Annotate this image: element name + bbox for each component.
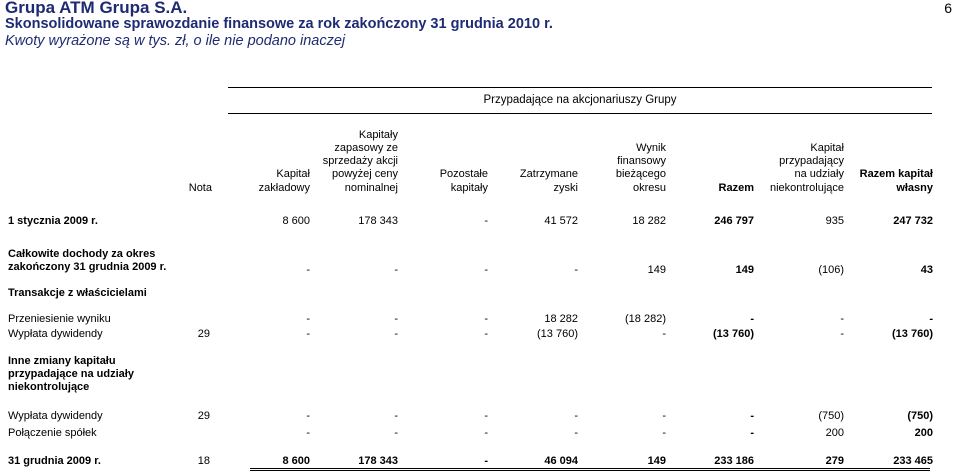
row-label-dividend: Wypłata dywidendy (8, 328, 103, 340)
value-cell: (750) (818, 410, 844, 422)
value-cell: - (306, 328, 310, 340)
col-header-line: własny (896, 181, 933, 194)
value-cell: (13 760) (713, 328, 754, 340)
value-cell: - (394, 427, 398, 439)
value-cell: - (394, 264, 398, 276)
row-label-profit-transfer: Przeniesienie wyniku (8, 313, 111, 325)
value-cell: - (306, 427, 310, 439)
value-cell: - (750, 313, 754, 325)
value-cell: 233 465 (893, 455, 933, 467)
col-header-total-equity (860, 168, 933, 195)
value-cell: - (574, 264, 578, 276)
col-header-line: zakładowy (258, 181, 310, 194)
col-header-line: kapitały (450, 181, 488, 194)
value-cell: - (484, 410, 488, 422)
page-number: 6 (944, 0, 952, 16)
value-cell: 233 186 (714, 455, 754, 467)
value-cell: 43 (920, 264, 933, 276)
value-cell: - (484, 313, 488, 325)
value-cell: - (394, 313, 398, 325)
value-cell: (13 760) (892, 328, 933, 340)
col-header-line: Razem kapitał (859, 168, 933, 181)
value-cell: 246 797 (714, 215, 754, 227)
col-header-line: Pozostałe (439, 168, 488, 181)
value-cell: - (574, 410, 578, 422)
value-cell: - (662, 410, 666, 422)
col-header-line: bieżącego (615, 168, 666, 181)
value-cell: - (840, 328, 844, 340)
value-cell: - (306, 313, 310, 325)
value-cell: 279 (825, 455, 844, 467)
col-header-line: powyżej ceny (331, 168, 398, 181)
col-header-line: okresu (632, 181, 666, 194)
value-cell: - (574, 427, 578, 439)
col-header-non-controlling (770, 142, 844, 195)
row-nota: 29 (197, 410, 210, 422)
value-cell: - (394, 328, 398, 340)
value-cell: - (484, 427, 488, 439)
value-cell: 935 (825, 215, 844, 227)
col-header-share-capital (259, 168, 310, 195)
company-name: Grupa ATM Grupa S.A. (5, 0, 188, 17)
value-cell: 149 (735, 264, 754, 276)
col-header-line: Zatrzymane (519, 168, 578, 181)
band-top-rule (228, 87, 932, 88)
value-cell: 178 343 (358, 455, 398, 467)
col-header-line: przypadający (779, 155, 844, 168)
value-cell: 46 094 (544, 455, 578, 467)
col-header-other-capital (440, 168, 488, 195)
col-header-line: sprzedaży akcji (322, 155, 398, 168)
value-cell: 200 (914, 427, 933, 439)
col-header-line: Razem (718, 181, 754, 194)
col-header-line: Kapitały (358, 128, 398, 141)
col-header-line: Wynik (636, 141, 666, 154)
band-bottom-rule (228, 113, 932, 114)
value-cell: - (484, 455, 488, 467)
value-cell: - (484, 264, 488, 276)
value-cell: - (484, 215, 488, 227)
row-nota: 18 (197, 455, 210, 467)
col-header-line: zapasowy ze (334, 141, 398, 154)
value-cell: 41 572 (544, 215, 578, 227)
col-header-reserve-capital (323, 129, 398, 195)
value-cell: (13 760) (537, 328, 578, 340)
row-label-owner-transactions: Transakcje z właścicielami (8, 287, 147, 299)
col-header-line: Kapitał (810, 141, 844, 154)
row-label-other-changes: Inne zmiany kapitału przypadające na udziały niekontrolujące (8, 355, 134, 393)
value-cell: (106) (818, 264, 844, 276)
col-header-line: nominalnej (344, 181, 398, 194)
value-cell: - (306, 264, 310, 276)
value-cell: (18 282) (625, 313, 666, 325)
col-header-current-result (616, 142, 666, 195)
closing-row-rule-upper (250, 468, 930, 469)
value-cell: - (929, 313, 933, 325)
value-cell: 178 343 (358, 215, 398, 227)
value-cell: 247 732 (893, 215, 933, 227)
value-cell: 149 (647, 455, 666, 467)
col-header-subtotal (719, 182, 754, 195)
value-cell: - (394, 410, 398, 422)
col-header-line: na udziały (794, 168, 844, 181)
value-cell: 18 282 (632, 215, 666, 227)
value-cell: 18 282 (544, 313, 578, 325)
col-header-line: zyski (553, 181, 578, 194)
value-cell: - (750, 410, 754, 422)
col-header-line: finansowy (617, 155, 666, 168)
col-header-line: Kapitał (276, 168, 310, 181)
value-cell: - (662, 328, 666, 340)
row-label-merger: Połączenie spółek (8, 427, 97, 439)
value-cell: - (484, 328, 488, 340)
row-label-opening: 1 stycznia 2009 r. (8, 215, 98, 227)
currency-note: Kwoty wyrażone są w tys. zł, o ile nie podano inaczej (5, 33, 346, 49)
value-cell: 8 600 (282, 455, 310, 467)
row-label-closing: 31 grudnia 2009 r. (8, 455, 101, 467)
value-cell: - (840, 313, 844, 325)
value-cell: - (662, 427, 666, 439)
value-cell: 8 600 (282, 215, 310, 227)
report-title: Skonsolidowane sprawozdanie finansowe za rok zakończony 31 grudnia 2010 r. (5, 16, 553, 32)
row-label-comprehensive-income: Całkowite dochody za okres zakończony 31 grudnia 2009 r. (8, 248, 167, 273)
group-band-label: Przypadające na akcjonariuszy Grupy (483, 94, 677, 106)
col-header-line: niekontrolujące (770, 181, 844, 194)
value-cell: (750) (907, 410, 933, 422)
col-header-nota-line: Nota (188, 181, 212, 194)
row-nota: 29 (197, 328, 210, 340)
col-header-retained-earnings (520, 168, 578, 195)
value-cell: - (306, 410, 310, 422)
value-cell: 200 (825, 427, 844, 439)
value-cell: 149 (647, 264, 666, 276)
value-cell: - (750, 427, 754, 439)
col-header-nota (189, 182, 212, 195)
row-label-dividend-nci: Wypłata dywidendy (8, 410, 103, 422)
